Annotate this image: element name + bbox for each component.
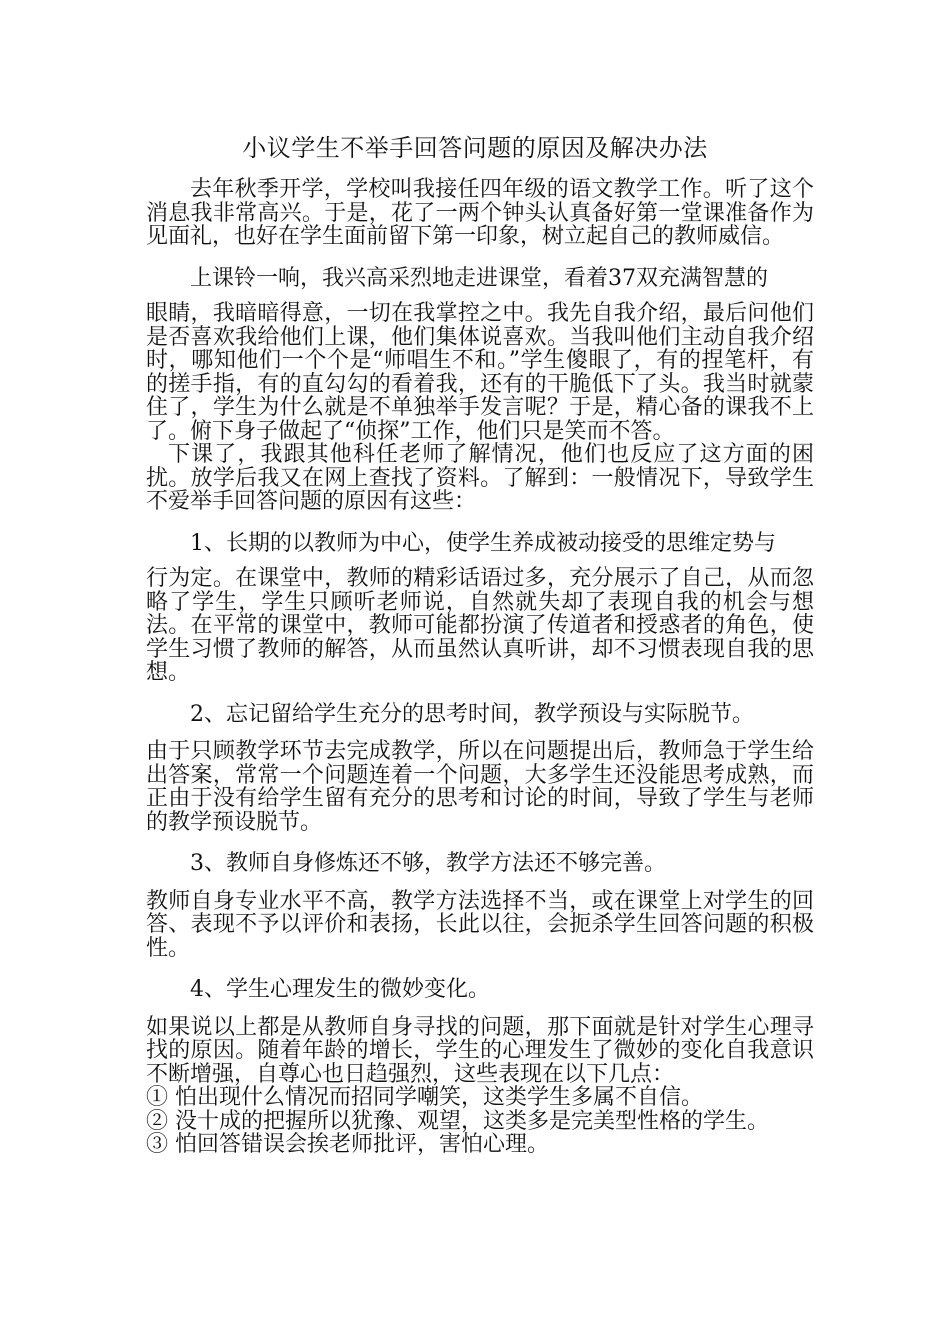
list-item-3: ③ 怕回答错误会挨老师批评，害怕心理。 bbox=[146, 1132, 549, 1157]
paragraph-class-continued: 眼睛，我暗暗得意，一切在我掌控之中。我先自我介绍，最后问他们是否喜欢我给他们上课，他们集体说喜欢。当我叫他们主动自我介绍时，哪知他们一个个是“师唱生不和。”学生傻眼了，有的捏笔杆，有的搓手指，有的直勾勾的看着我，还有的干脆低下了头。我当时就蒙住了，学生为什么就是不单独举手发言呢？于是，精心备的课我不上了。俯下身子做起了“侦探”工作，他们只是笑而不答。 bbox=[146, 301, 814, 444]
paragraph-class-start: 上课铃一响，我兴高采烈地走进课堂，看着37双充满智慧的 bbox=[190, 265, 768, 291]
reason-4-text: 如果说以上都是从教师自身寻找的问题，那下面就是针对学生心理寻找的原因。随着年龄的增长，学生的心理发生了微妙的变化自我意识不断增强，自尊心也日趋强烈，这些表现在以下几点： bbox=[146, 1014, 814, 1087]
list-item-2: ② 没十成的把握所以犹豫、观望，这类多是完美型性格的学生。 bbox=[146, 1108, 769, 1134]
reason-2-heading: 2、忘记留给学生充分的思考时间，教学预设与实际脱节。 bbox=[190, 701, 754, 727]
list-item-1: ① 怕出现什么情况而招同学嘲笑，这类学生多属不自信。 bbox=[146, 1085, 703, 1110]
document-body bbox=[146, 178, 814, 1157]
paragraph-after-class: 下课了，我跟其他科任老师了解情况，他们也反应了这方面的困扰。放学后我又在网上查找了资料。了解到：一般情况下，导致学生不爱举手回答问题的原因有这些： bbox=[146, 442, 814, 514]
reason-2-text: 由于只顾教学环节去完成教学，所以在问题提出后，教师急于学生给出答案，常常一个问题连着一个问题，大多学生还没能思考成熟，而正由于没有给学生留有充分的思考和讨论的时间，导致了学生与老师的教学预设脱节。 bbox=[146, 739, 814, 835]
reason-4-heading: 4、学生心理发生的微妙变化。 bbox=[190, 977, 490, 1002]
reason-3-heading: 3、教师自身修炼还不够，教学方法还不够完善。 bbox=[190, 851, 666, 876]
reason-3-text: 教师自身专业水平不高，教学方法选择不当，或在课堂上对学生的回答、表现不予以评价和表扬，长此以往，会扼杀学生回答问题的积极性。 bbox=[146, 888, 814, 961]
paragraph-intro: 去年秋季开学，学校叫我接任四年级的语文教学工作。听了这个消息我非常高兴。于是，花了一两个钟头认真备好第一堂课准备作为见面礼，也好在学生面前留下第一印象，树立起自己的教师威信。 bbox=[146, 177, 814, 249]
document-title: 小议学生不举手回答问题的原因及解决办法 bbox=[242, 134, 708, 162]
reason-1-heading: 1、长期的以教师为中心，使学生养成被动接受的思维定势与 bbox=[190, 530, 776, 556]
reason-1-text: 行为定。在课堂中，教师的精彩话语过多，充分展示了自己，从而忽略了学生，学生只顾听老师说，自然就失却了表现自我的机会与想法。在平常的课堂中，教师可能都扮演了传道者和授惑者的角色，使学生习惯了教师的解答，从而虽然认真听讲，却不习惯表现自我的思想。 bbox=[146, 566, 814, 685]
